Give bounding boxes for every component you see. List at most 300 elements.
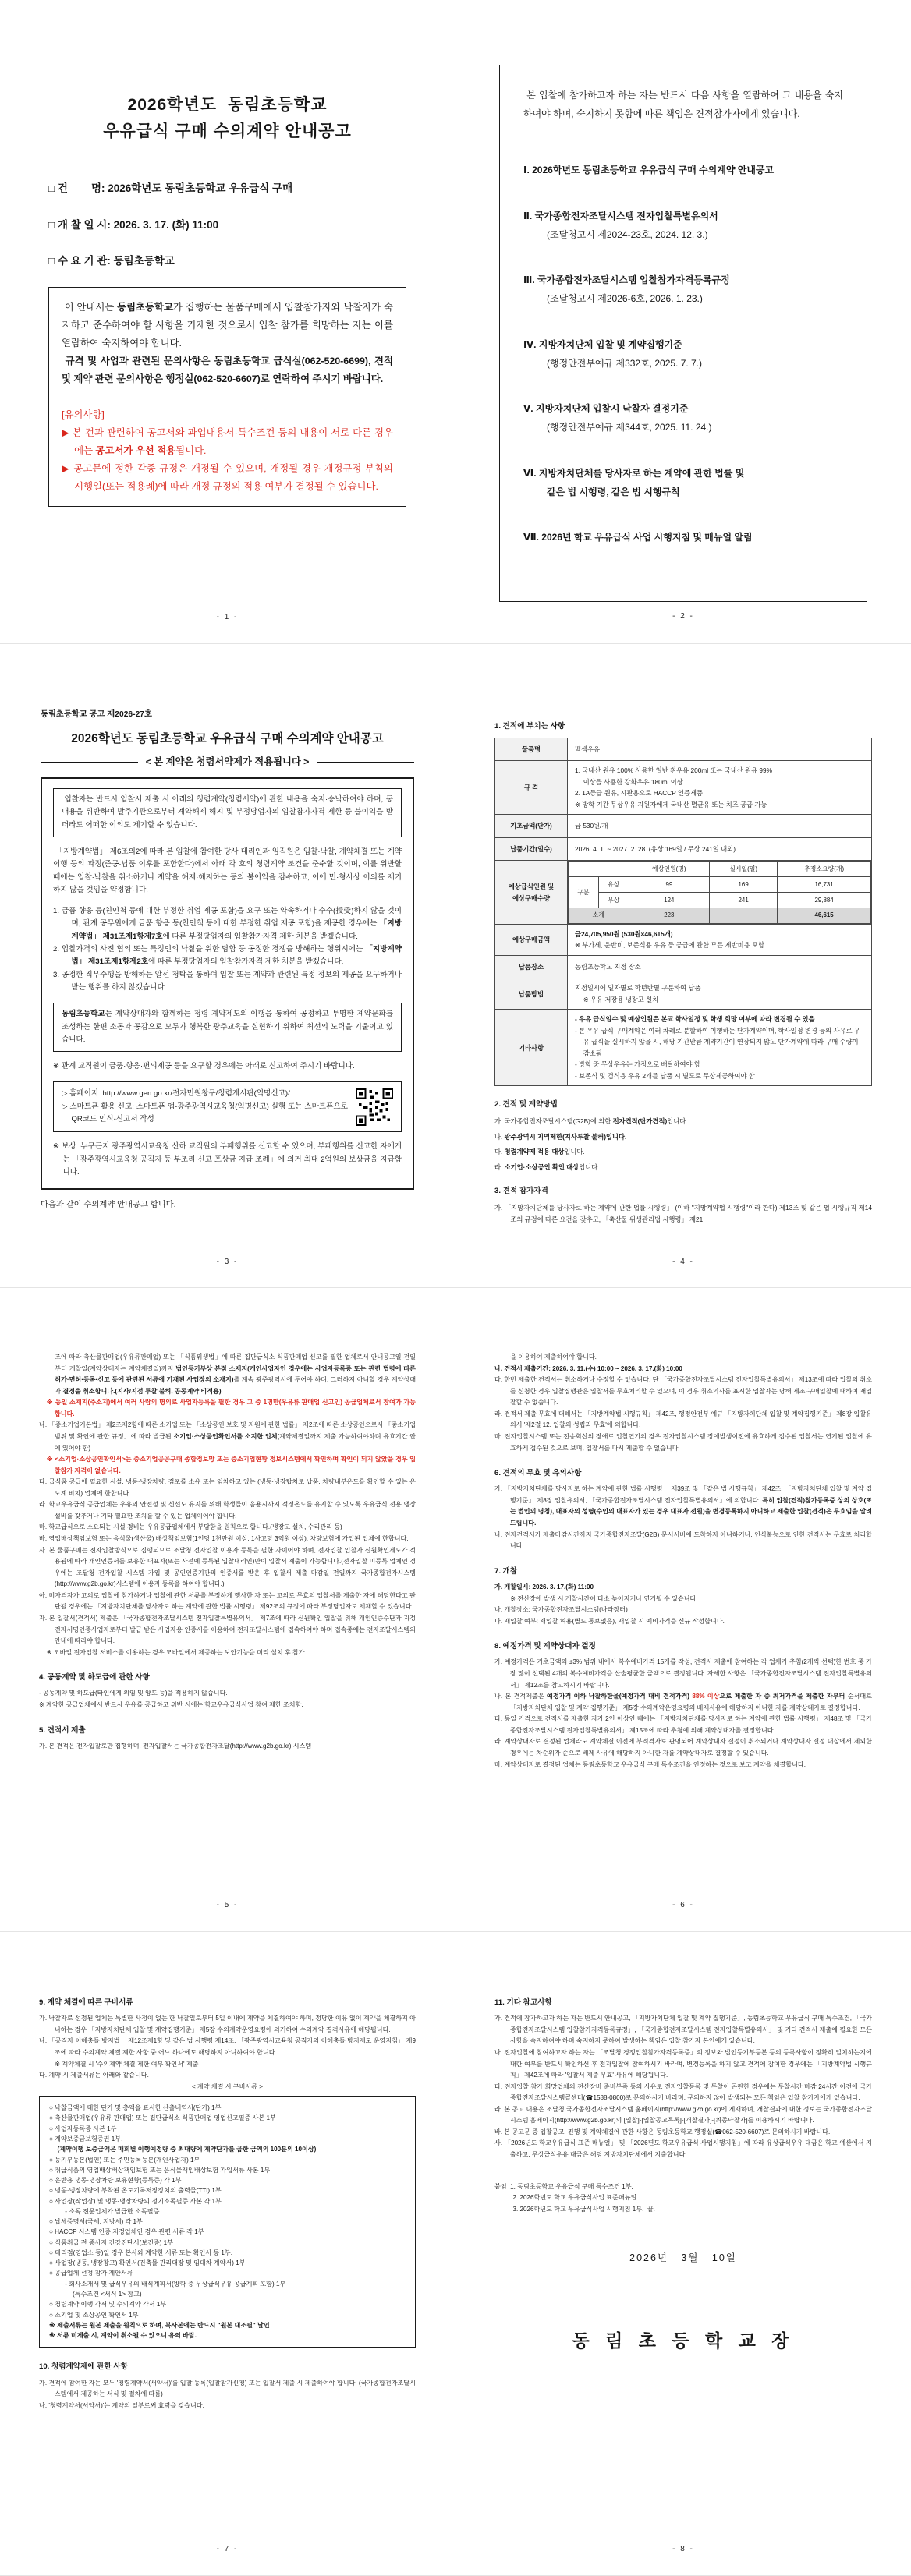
sub-total-label: 소계: [569, 908, 629, 923]
sub-total-row: [569, 908, 871, 923]
required-documents: [49, 2103, 406, 2341]
pledge-text: [62, 794, 393, 832]
text-run: 에 따른 부정당업자의 입찰참가자격 제한 처분을 받겠습니다.: [148, 957, 344, 967]
text-line: 같은 법 시행령, 같은 법 시행규칙: [547, 486, 680, 497]
text-line: ※ 전산장애 발생 시 개찰시간이 다소 늦어지거나 연기될 수 있습니다.: [510, 1594, 698, 1602]
text-line: 다. 전자입찰 참가 희망업체의 전산장비 준비부족 등의 사유로 전자입찰등록 및 투찰이 곤란한 경우에는 투찰시간 마감 24시간 이전에 국가종합전자조달시스템콜센터(☎1588-0800)로 문의하시기 바라며, 문의하지 않아 발생되는 모든 책임은 입찰 참가자에게 있습니다.: [494, 2082, 872, 2102]
page-7: [0, 1932, 456, 2576]
section-9-items: [39, 2013, 416, 2093]
text-run: 에 따른 부정당업자의 입찰참가자격 제한 처분을 받겠습니다.: [162, 932, 358, 941]
text-line: 동림초등학교 지정 장소: [575, 962, 641, 971]
row-value: [568, 738, 872, 761]
text-line: ○ 사업장(냉동, 냉장창고) 확인서(건축물 관리대장 및 임대차 계약서) 1부: [49, 2259, 246, 2267]
text-line: □ 건 명: 2026학년도 동림초등학교 우유급식 구매: [48, 182, 293, 195]
text-line: - 방학 중 무상우유는 가정으로 배달하여야 함: [575, 1060, 700, 1069]
integrity-box: [41, 777, 414, 1190]
text-line: ※ 제출서류는 원본 제출을 원칙으로 하며, 복사본에는 반드시 "원본 대조필" 날인: [49, 2321, 270, 2329]
rule-line: [317, 762, 414, 763]
text-run: 가. 국가종합전자조달시스템(G2B)에 의한: [494, 1117, 613, 1126]
text-line: 동림초등학교 공고 제2026-27호: [41, 710, 152, 719]
row-value: [568, 978, 872, 1010]
notice-paragraphs: [62, 299, 396, 495]
text-line: 2026. 4. 1. ~ 2027. 2. 28. (유상 169일 / 무상 241일 내외): [575, 844, 736, 853]
text-run: 순서대로 「지방자치단체 입찰 및 계약 집행기준」 제5장 수의계약운영요령의 배제사유에 해당하지 아니한 자를 계약상대자로 결정합니다.: [509, 1693, 874, 1711]
text-line: 이상을 사용한 강화우유 180ml 이상: [583, 777, 683, 786]
text-line: Ⅱ. 국가종합전자조달시스템 전자입찰특별유의서: [523, 210, 718, 221]
text-line: 가. 개찰일시: 2026. 3. 17.(화) 11:00: [494, 1583, 594, 1591]
text-run: 으로 제출한 자 중 최저: [719, 1693, 785, 1700]
text-line: 2. 2026학년도 학교 우유급식사업 표준매뉴얼: [512, 2194, 637, 2202]
school-commitment: [62, 1008, 393, 1046]
sub-key-cell: 유상: [598, 877, 629, 893]
text-line: [494, 1116, 872, 1127]
toc-box: [499, 65, 867, 602]
text-line: [62, 299, 396, 352]
text-line: 마. 학교급식으로 소요되는 시설 경비는 우유공급업체에서 부담함을 원칙으로 합니다.(냉장고 설치, 수리관리 등): [39, 1523, 342, 1531]
text-run: 가격을 제출한 자부터: [785, 1693, 845, 1700]
spec-row: [495, 978, 872, 1010]
text-line: (행정안전부예규 제332호, 2025. 7. 7.): [547, 357, 703, 369]
page-number: - 6 -: [672, 1901, 694, 1909]
row-value: [568, 955, 872, 978]
text-line: ○ 축산물판매업(우유류 판매업) 또는 집단급식소 식품판매업 영업신고필증 사본 1부: [49, 2114, 276, 2122]
text-line: 바. 본 공고문 중 입찰공고, 진행 및 계약체결에 관한 사항은 동림초등학교 행정실(☎062-520-6607)로 문의하시기 바랍니다.: [494, 2128, 831, 2135]
text-line: [62, 388, 393, 406]
row-value: [568, 815, 872, 838]
sub-header-row: [569, 862, 871, 877]
toc-items: [523, 161, 843, 547]
text-line: ○ 등기부등본(법인) 또는 주민등록등본(개인사업자) 1부: [49, 2156, 200, 2164]
page-number: - 1 -: [216, 612, 239, 621]
page-1: [0, 0, 456, 644]
text-line: [494, 1484, 872, 1529]
text-run: 됩니다.: [175, 444, 207, 456]
spec-row: [495, 815, 872, 838]
text-line: 자. 본 입찰서(견적서) 제출은 「국가종합전자조달시스템 전자입찰특별유의서」 제7조에 따라 신원확인 입찰을 위해 개인인증수단과 지정전자서명인증사업자로부터 발급 받은 사업자용 인증서를 이용하여 전자조달시스템에 접속하여야 하며 접속중에는 전자조달시스템의 안내에 따라야 합니다.: [39, 1614, 418, 1645]
meta-items: [48, 179, 406, 271]
sub-total-value: [710, 908, 778, 923]
text-line: 다. 동일 가격으로 견적서를 제출한 자가 2인 이상인 때에는 「지방자치단체를 당사자로 하는 계약에 관한 법률 시행령」 제48조 및 「국가종합전자조달시스템 전자입찰특별유의서」 제15조에 따라 추첨에 의해 계약상대자를 결정합니다.: [494, 1715, 872, 1734]
text-line: 다. 계약 시 제출서류는 아래와 같습니다.: [39, 2072, 149, 2079]
text-line: 10. 청렴계약제에 관한 사항: [39, 2362, 129, 2372]
text-line: ※ 부가세, 운반비, 보존식용 우유 등 공급에 관한 모든 제반비용 포함: [575, 941, 765, 950]
text-line: [62, 352, 396, 388]
text-line: 2026학년도 동림초등학교 우유급식 구매 수의계약 안내공고: [71, 731, 384, 745]
spec-row: [495, 738, 872, 761]
text-line: □ 수 요 기 관: 동림초등학교: [48, 254, 175, 267]
text-run: 예정가격 이하 낙찰하한율(예정가격 대비 견적가격): [547, 1693, 693, 1700]
section-6-items: [494, 1484, 872, 1552]
row-label: 납품기간(일수): [495, 837, 568, 861]
text-line: 나. 「공직자 이해충돌 방지법」 제12조제1항 및 같은 법 시행령 제14조, 「광주광역시교육청 공직자의 이해충돌 방지제도 운영지침」 제9조에 따라 수의계약 체결 제한 사항 중 어느 하나에도 해당하지 아니하여야 합니다.: [39, 2037, 416, 2056]
sub-header: 예상인원(명): [629, 862, 709, 877]
text-line: 2. 견적 및 계약방법: [494, 1100, 558, 1109]
text-run: 나. 「중소기업기본법」 제2조제2항에 따른 소기업 또는 「소상공인 보호 및 지원에 관한 법률」 제2조에 따른 소상공인으로서 「중소기업범위 및 확인에 관한 규정」에 따라 발급된: [39, 1421, 416, 1440]
text-line: 가. 견적에 참가하고자 하는 자는 반드시 안내공고, 「지방자치단체 입찰 및 계약 집행기준」, 동림초등학교 우유급식 구매 특수조건, 「국가종합전자조달시스템 입찰참가자격등록규정」, 「국가종합전자조달시스템 전자입찰특별유의서」 및 기타 견적서 제출에 필요한 모든 사항을 숙지하여야 하며 숙지하지 못하여 발생하는 책임은 입찰 참가자 본인에게 있습니다.: [494, 2015, 874, 2045]
text-run: 입니다.: [579, 1162, 600, 1171]
text-run: 는 계약상대자와 함께하는 청렴 계약제도의 이행을 통하여 공정하고 투명한 계약문화를 조성하는 한편 소통과 공감으로 모두가 행복한 광주교육을 실현하기 위하여 최선의 노력을 기울이고 있습니다.: [62, 1010, 395, 1044]
spec-row: [495, 837, 872, 861]
text-line: 3. 2026학년도 학교 우유급식사업 시행지침 1부. 끝.: [512, 2205, 655, 2213]
section-9-heading: [39, 1996, 416, 2009]
row-label: 물품명: [495, 738, 568, 761]
text-line: < 계약 체결 시 구비서류 >: [191, 2082, 264, 2090]
text-line: [494, 1131, 872, 1143]
section-3-continued: [39, 1352, 416, 1658]
text-line: (행정안전부예규 제344호, 2025. 11. 24.): [547, 422, 712, 433]
spec-row: [495, 924, 872, 955]
announcement-date: [494, 2249, 872, 2267]
text-line: (조달청고시 제2026-6호, 2026. 1. 23.): [547, 293, 703, 305]
school-commitment-box: [53, 1003, 402, 1052]
text-run: 라.: [494, 1162, 505, 1171]
text-run: (계약체결일까지 제출 가능하여야하며 유효기간 안에 있어야 함): [54, 1432, 417, 1452]
text-line: 라. 계약상대자로 결정된 업체라도 계약체결 이전에 부적격자로 판명되어 계약상대자 결정이 취소되거나 계약상대자 결정 대상에서 제외한 경우에는 차순위자 순으로 배제 사유에 해당하지 아니한 자를 계약상대자로 결정할 수 있습니다.: [494, 1738, 874, 1757]
text-line: - 공동계약 및 하도급(타인에게 위임 및 양도 등)을 적용하지 않습니다.: [39, 1690, 228, 1697]
sub-header: 실시일(일): [710, 862, 778, 877]
text-line: [62, 1008, 393, 1046]
text-run: 이 안내서는: [62, 302, 118, 313]
text-line: 라. 학교우유급식 공급업체는 우유의 안전성 및 신선도 유지를 위해 학생들이 음용시까지 적정온도를 유지할 수 있도록 우유급식 전용 냉장설비를 갖추거나 기타 필요한 조치를 할 수 있는 업체이어야 합니다.: [39, 1501, 416, 1520]
text-run: 2. 입찰가격의 사전 협의 또는 특정인의 낙찰을 위한 담합 등 공정한 경쟁을 방해하는 행위시에는: [53, 945, 366, 954]
doc-title: [48, 92, 406, 144]
row-label: 기타사항: [495, 1010, 568, 1086]
sub-value: 99: [629, 877, 709, 893]
text-line: 가. 「지방자치단체를 당사자로 하는 계약에 관한 법률 시행령」 (이하 "지방계약법 시행령"이라 한다) 제13조 및 같은 법 시행규칙 제14조의 규정에 따른 요건을 갖추고, 「축산물 위생관리법 시행령」 제21: [494, 1204, 872, 1223]
section-3-items: [494, 1202, 872, 1225]
spec-row: [495, 1010, 872, 1086]
text-line: 붙임 1. 동림초등학교 우유급식 구매 특수조건 1부.: [494, 2182, 633, 2190]
text-line: 2. 1A등급 원유, 시판용으로 HACCP 인증제품: [575, 789, 703, 798]
section-7-items: [494, 1582, 872, 1627]
text-line: ○ 낙찰금액에 대한 단가 및 총액을 표시한 산출내역서(단가) 1부: [49, 2104, 222, 2112]
section-3-heading: [494, 1185, 872, 1198]
page-number: - 7 -: [216, 2545, 239, 2553]
row-label: 납품방법: [495, 978, 568, 1010]
rule-line: [41, 762, 138, 763]
text-line: ○ 사업자등록증 사본 1부: [49, 2125, 117, 2132]
sub-value: 124: [629, 893, 709, 908]
text-run: 소기업·소상공인 확인 대상: [504, 1162, 580, 1171]
text-line: ○ 취급식품의 영업배상배상책임보험 또는 음식물책임배상보험 가입서류 사본 1부: [49, 2166, 271, 2174]
text-line: 나. '청렴계약서(서약서)'는 계약의 일부로써 효력을 갖습니다.: [39, 2401, 204, 2409]
text-line: ※ 모바일 전자입찰 서비스를 이용하는 경우 모바일에서 제공하는 보안기능을 미리 설치 후 참가: [46, 1648, 305, 1656]
section-6-heading: [494, 1467, 872, 1480]
row-value: [568, 924, 872, 955]
text-line: 다. 한번 제출한 견적서는 취소하거나 수정할 수 없습니다. 단 「국가종합전자조달시스템 전자입찰특별유의서」 제13조에 따라 입찰의 취소를 신청한 경우 입찰집행관은 입찰서를 무효처리할 수 있으며, 이 경우 취소의사를 표시한 입찰자는 당해 제조·구매입찰에 대하여 재입찰할 수 없습니다.: [494, 1376, 872, 1407]
text-line: - 회사소개서 및 급식우유의 배식계획서(방학 중 무상급식우유 공급계획 포함) 1부: [65, 2280, 286, 2288]
text-line: ※ 관계 교직원이 금품·향응·편의제공 등을 요구할 경우에는 아래로 신고하여 주시기 바랍니다.: [53, 1062, 355, 1071]
text-run: 법인등기부상 본점 소재지(개인사업자인 경우에는 사업자등록증 또는 관련 법령에 따른 허가·면허·등록·신고 등에 관련된 서류에 기재된 사업장의 소재지): [55, 1364, 418, 1384]
text-line: 백색우유: [575, 745, 601, 753]
text-line: ※ <소기업·소상공인확인서>는 중소기업공공구매 종합정보망 또는 중소기업현황 정보시스템에서 확인하며 확인이 되지 않았을 경우 입찰참가 자격이 없습니다.: [46, 1456, 416, 1474]
row-value: [568, 837, 872, 861]
sub-value: 16,731: [778, 877, 871, 893]
sub-row: [569, 893, 871, 908]
text-line: ○ 운반용 냉동·냉장차량 보유현황(등록증) 각 1부: [49, 2177, 182, 2185]
text-line: 1. 국내산 원유 100% 사용한 일반 흰우유 200ml 또는 국내산 원유 99%: [575, 766, 772, 775]
signature: [494, 2325, 872, 2357]
text-line: (조달청고시 제2024-23호, 2024. 12. 3.): [547, 228, 708, 240]
text-line: [39, 1352, 416, 1397]
sub-key-cell: 무상: [598, 893, 629, 908]
row-label: 예상급식인원 및 예상구매수량: [495, 861, 568, 924]
section-8-items: [494, 1657, 872, 1771]
text-line: (특수조건 <서식 1> 참고): [72, 2290, 142, 2298]
text-line: □ 개 찰 일 시: 2026. 3. 17. (화) 11:00: [48, 218, 219, 231]
text-run: 입니다.: [564, 1148, 585, 1156]
text-run: ▶ 본 건과 관련하여 공고서와 과업내용서·특수조건 등의 내용이 서로 다른 경우에는: [62, 426, 393, 456]
text-line: [494, 1146, 872, 1158]
text-run: 나.: [494, 1132, 505, 1141]
text-line: - 본 우유 급식 구매계약은 여러 차례로 분할하여 이행하는 단가계약이며, 학사일정 변경 등의 사유로 우유 급식을 실시하지 않을 시, 해당 기간만큼 계약기간이 연장되지 않고 단가계약에 따라 구매 수량이 감소됨: [575, 1026, 860, 1057]
reward-note: [53, 1141, 402, 1179]
page-number: - 2 -: [672, 611, 694, 621]
text-line: 가. 예정가격은 기초금액의 ±3% 범위 내에서 복수예비가격 15개를 작성, 견적서 제출에 참여하는 각 업체가 추첨(2개씩 선택)한 번호 중 가장 많이 선택된 4개의 복수예비가격을 산술평균한 금액으로 결정됩니다. 자세한 사항은 「국가종합전자조달시스템 전자입찰특별유의서」 제12조를 참고하시기 바랍니다.: [494, 1658, 872, 1689]
sub-value: 169: [710, 877, 778, 893]
section-10-items: [39, 2378, 416, 2412]
text-line: 1. 견적에 부치는 사항: [494, 722, 565, 731]
text-line: ○ HACCP 시스템 인증 지정업체인 경우 관련 서류 각 1부: [49, 2228, 204, 2236]
page-3: [0, 644, 456, 1288]
text-line: 나. 전자입찰에 참여하고자 하는 자는 「조달청 경쟁입찰참가자격등록증」의 정보와 법인등기부등본 등의 등록사항이 정확히 일치하는지에 대한 여부를 반드시 확인하신 후 전자입찰에 참여하시기 바라며, 변경등록을 하지 않고 견적에 참여한 경우에는 「지방계약법 시행규칙」 제42조에 따라 '입찰서 제출 무효' 사유에 해당됩니다.: [494, 2048, 874, 2079]
text-line: 가. 낙찰자로 선정된 업체는 특별한 사정이 없는 한 낙찰일로부터 5일 이내에 계약을 체결하여야 하며, 정당한 이유 없이 계약을 체결하지 아니하는 경우 「지방자치단체 입찰 및 계약집행기준」 제5장 수의계약운영요령에 의거하여 수의계약 결격사유에 해당됩니다.: [39, 2015, 416, 2033]
sub-total-value: 46,615: [778, 908, 871, 923]
text-line: 본 입찰에 참가하고자 하는 자는 반드시 다음 사항을 열람하여 그 내용을 숙지하여야 하며, 숙지하지 못함에 따른 책임은 견적참가자에게 있습니다.: [523, 90, 844, 120]
qr-code-icon: [356, 1088, 393, 1126]
notice-box: [48, 287, 406, 507]
integrity-subtitle: [41, 754, 414, 770]
text-line: 을 이용하여 제출하여야 합니다.: [510, 1353, 597, 1361]
text-line: 입찰자는 반드시 입찰서 제출 시 아래의 청렴계약(청렴서약)에 관한 내용을 숙지·승낙하여야 하며, 동 내용을 위반하여 발주기관으로부터 계약해제·해지 및 부정당업자의 입찰참가자격 제한 등 불이익을 받더라도 어떠한 이의도 제기할 수 없습니다.: [62, 795, 395, 830]
text-run: 88% 이상: [692, 1693, 720, 1700]
page3-title: [41, 731, 414, 748]
section-11-items: [494, 2013, 872, 2160]
procurement-table: [494, 738, 872, 1087]
text-line: 나. 전자견적서가 제출마감시간까지 국가종합전자조달(G2B) 문서서버에 도착하지 아니하거나, 인식불능으로 인한 견적서는 무효로 처리합니다.: [494, 1530, 872, 1550]
text-line: Ⅳ. 지방자치단체 입찰 및 계약집행기준: [523, 338, 682, 350]
sub-header-blank: [569, 862, 629, 877]
spec-row: [495, 955, 872, 978]
text-run: 규격 및 사업과 관련된 문의사항은 동림초등학교 급식실(062-520-6699), 견적 및 계약 관련 문의사항은 행정실(062-520-6607)로 연락하여 주시기 바랍니다.: [62, 355, 396, 384]
text-line: ○ 계약보증금보험증권 1부.: [49, 2135, 123, 2143]
text-line: Ⅶ. 2026년 학교 우유급식 사업 시행지침 및 매뉴얼 알림: [523, 532, 753, 543]
text-run: 가. 「지방자치단체를 당사자로 하는 계약에 관한 법률 시행령」 제39조 및 「같은 법 시행규칙」 제42조, 「지방자치단체 입찰 및 계약 집행기준」 제8장 입찰유의서, 「국가종합전자조달시스템 전자입찰특별유의서」에 의합니다.: [494, 1485, 872, 1504]
section-2-items: [494, 1116, 872, 1173]
text-line: 8. 예정가격 및 계약상대자 결정: [494, 1642, 596, 1651]
doc-number: [41, 708, 414, 722]
report-channel-box: [53, 1081, 402, 1132]
text-line: ○ 사업장(작업장) 및 냉동·냉장차량의 정기소독필증 사본 각 1부: [49, 2197, 222, 2205]
text-line: 7. 개찰: [494, 1566, 518, 1576]
text-line: Ⅴ. 지방자치단체 입찰시 낙찰자 결정기준: [523, 403, 689, 415]
text-line: 3. 공정한 직무수행을 방해하는 알선·청탁을 통하여 입찰 또는 계약과 관련된 특정 정보의 제공을 요구하거나 받는 행위를 하지 않겠습니다.: [53, 970, 404, 992]
text-line: ○ 대리점(영업소 등)일 경우 본사와 계약한 서류 또는 확인서 등 1부.: [49, 2249, 232, 2256]
section-11-heading: [494, 1996, 872, 2009]
row-label: 기초금액(단가): [495, 815, 568, 838]
text-line: 마. 전자입찰시스템 또는 전송회신의 장애로 입찰연기의 경우 전자입찰시스템 장애발생이전에 유효하게 접수된 입찰서는 연기된 입찰에 유효하게 접수된 것으로 보며, 입찰서를 다시 제출할 수 없습니다.: [494, 1432, 872, 1452]
text-line: 동 림 초 등 학 교 장: [572, 2330, 795, 2351]
section-5-continued: [494, 1352, 872, 1454]
section-10-heading: [39, 2360, 416, 2373]
text-line: ※ 방학 기간 무상우유 지원자에게 국내산 멸균유 또는 치즈 공급 가능: [575, 800, 767, 809]
text-line: 바. 영업배상책임보험 또는 음식물(생산물) 배상책임보험(1인당 1천만원 이상, 1사고당 3억원 이상), 차량보험에 가입된 업체에 한합니다.: [39, 1535, 409, 1542]
text-run: 청렴계약제 적용 대상: [504, 1148, 565, 1156]
text-run: 동림초등학교: [117, 302, 173, 313]
text-line: 라. 본 공고 내용은 조달청 국가종합전자조달시스템 홈페이지(http://www.g2b.go.kr)에 게재하며, 개찰결과에 대한 정보는 국가종합전자조달시스템 홈페이지(http://www.g2b.go.kr)의 [입찰]-[입찰공고목록]-[개찰결과]-[최종낙찰자]를 이용하시기 바랍니다.: [494, 2105, 872, 2125]
page-2: [456, 0, 911, 644]
required-documents-box: [39, 2096, 416, 2348]
text-line: 가. 견적에 참여한 자는 모두 '청렴계약서(서약서)'를 입찰 등록(입찰참가신청) 또는 입찰서 제출 시 제출하여야 합니다. (국가종합전자조달시스템에서 제공하는 서식 및 절차에 따름): [39, 2379, 416, 2398]
pledge-intro: [53, 846, 402, 897]
attachments: [494, 2181, 872, 2216]
text-line: (계약이행 보증금액은 매회별 이행예정량 중 최대량에 계약단가를 곱한 금액의 100분의 10이상): [57, 2146, 317, 2153]
page-6: [456, 1288, 911, 1932]
text-line: 「지방계약법」 제6조의2에 따라 본 입찰에 참여한 당사 대리인과 임직원은 입찰·낙찰, 계약체결 또는 계약이행 등의 과정(준공·납품 이후를 포함한다)에서 아래 각 호의 청렴계약 조건을 준수할 것이며, 이를 위반할 때에는 입찰·낙찰을 취소하거나 계약을 해제·해지하는 등의 불이익을 감수하고, 이에 민·형사상 이의를 제기하지 않을 것임을 약정합니다.: [53, 847, 404, 894]
text-run: 소기업·소상공인확인서를 소지한 업체: [173, 1432, 278, 1440]
text-line: 6. 견적의 무효 및 유의사항: [494, 1469, 582, 1478]
text-line: 아. 미자격자가 고의로 입찰에 참가하거나 입찰에 관한 서류를 부정하게 행사한 자 또는 고의로 무효의 입찰서를 제출한 자에 해당한다고 판단될 경우에는 「지방자치단체를 당사자로 하는 계약에 관한 법률 시행령」 제92조의 규정에 따라 부정당업자로 제재할 수 있습니다.: [39, 1591, 416, 1611]
text-run: 전자견적(단가견적): [612, 1117, 668, 1126]
section-1-heading: [494, 720, 872, 734]
sub-group-cell: 구분: [569, 877, 599, 908]
text-line: 9. 계약 체결에 따른 구비서류: [39, 1998, 133, 2007]
text-run: 광주광역시 지역제한(지사투찰 불허)입니다.: [504, 1132, 627, 1141]
spec-row: [495, 761, 872, 815]
report-note: [53, 1060, 402, 1073]
section-4-items: [39, 1688, 416, 1711]
text-run: 「지방계약법」 제31조제1항제7호: [71, 919, 402, 941]
text-run: 결정을 취소합니다.(지사/지점 투찰 불허, 공동계약 비적용): [62, 1387, 222, 1395]
text-line: ▶ 공고문에 정한 각종 규정은 개정될 수 있으며, 개정될 경우 개정규정 부칙의 시행일(또는 적용례)에 따라 개정 규정의 적용 여부가 결정될 수 있습니다.: [62, 462, 396, 492]
text-line: ※ 계약체결 시 '수의계약 체결 제한 여부 확인서' 제출: [55, 2060, 199, 2068]
text-line: [유의사항]: [62, 409, 105, 420]
text-line: ※ 우유 저장용 냉장고 설치: [583, 995, 659, 1003]
text-line: [494, 1691, 872, 1714]
text-line: 나. 견적서 제출기간: 2026. 3. 11.(수) 10:00 ~ 2026. 3. 17.(화) 10:00: [494, 1364, 682, 1372]
toc-intro: [523, 86, 843, 123]
page-number: - 3 -: [216, 1258, 239, 1266]
page-number: - 4 -: [672, 1257, 694, 1266]
text-line: ○ 납세증명서(국세, 지방세) 각 1부: [49, 2218, 143, 2226]
text-line: 가. 본 견적은 전자입찰로만 집행하며, 전자입찰서는 국가종합전자조달(http://www.g2b.go.kr) 시스템: [39, 1742, 312, 1750]
section-5-items: [39, 1741, 416, 1753]
text-line: ※ 동일 소재지(주소지)에서 여러 사람의 명의로 사업자등록을 필한 경우 그 중 1명만(우유류 판매업 신고인) 공급업체로서 참여가 가능합니다.: [46, 1399, 416, 1417]
sub-header: 추정소요량(개): [778, 862, 871, 877]
text-line: 라. 견적서 제출 무효에 대해서는 「지방계약법 시행규칙」 제42조, 행정안전부 예규 「지방자치단체 입찰 및 계약집행기준」 제8장 입찰유의서 '제2절 12. 입찰의 성립과 무효'에 의합니다.: [494, 1410, 872, 1429]
text-run: 1. 금품·향응 등(친인척 등에 대한 부정한 취업 제공 포함)을 요구 또는 약속하거나 수수(授受)하지 않을 것이며, 관계 공무원에게 금품·향응 등(친인척 등에 대한 부정한 취업 제공 포함)을 제공한 경우에는: [53, 907, 402, 929]
section-8-heading: [494, 1640, 872, 1653]
text-line: Ⅰ. 2026학년도 동림초등학교 우유급식 구매 수의계약 안내공고: [523, 165, 775, 176]
text-line: ※ 계약한 공급업체에서 반드시 우유를 공급하고 위반 시에는 학교우유급식사업 참여 제한 조치함.: [39, 1701, 303, 1709]
text-run: 「지방계약법」 제31조제1항제2호: [71, 945, 402, 967]
text-line: - 우유 급식일수 및 예상인원은 본교 학사일정 및 학생 희망 여부에 따라 변경될 수 있음: [575, 1015, 815, 1024]
text-line: [62, 424, 393, 460]
text-line: [53, 905, 402, 943]
text-line: ※ 서류 미제출 시, 계약이 취소될 수 있으니 유의 바람.: [49, 2332, 197, 2340]
text-line: [494, 1162, 872, 1173]
text-line: ○ 소기업 및 소상공인 확인서 1부: [49, 2311, 139, 2319]
text-line: ○ 냉동·냉장차량에 부착된 온도기록저장장치의 출력물(TTI) 1부: [49, 2187, 222, 2195]
text-run: 조에 따라 축산물판매업(우유류판매업) 또는 「식품위생법」에 따른 집단급식소 식품판매업 신고를 필한 업체로서 안내공고일 전일부터 개찰일(계약상대자는 계약체결일)까지: [55, 1353, 416, 1372]
text-line: 3. 견적 참가자격: [494, 1187, 548, 1196]
sub-total-value: 223: [629, 908, 709, 923]
text-run: 가 집행하는 물품구매에서 입찰참가자와 낙찰자가 숙지하고 준수하여야 할 사항을 기재한 것으로서 입찰 참가를 희망하는 자는 이를 열람하여 숙지하여야 합니다.: [62, 302, 396, 349]
text-line: [39, 1420, 416, 1454]
row-label: 납품장소: [495, 955, 568, 978]
row-label: 규 격: [495, 761, 568, 815]
text-run: 공고서가 우선 적용: [95, 444, 176, 456]
page-8: [456, 1932, 911, 2576]
text-line: ※ 보상: 누구든지 광주광역시교육청 산하 교직원의 부패행위를 신고할 수 있으며, 부패행위를 신고한 자에게는 「광주광역시교육청 공직자 등 부조리 신고 포상금 지급 조례」에 의거 최대 2억원의 보상금을 지급합니다.: [53, 1142, 402, 1177]
report-channel-lines: [62, 1088, 348, 1126]
text-run: 다.: [494, 1148, 505, 1156]
text-line: 나. 개찰장소: 국가종합전자조달시스템(나라장터): [494, 1606, 628, 1614]
text-line: 다. 재입찰 여부: 재입찰 허용(별도 통보없음), 재입찰 시 예비가격을 신규 작성합니다.: [494, 1617, 725, 1625]
row-label: 예상구매금액: [495, 924, 568, 955]
section-7-heading: [494, 1565, 872, 1578]
text-line: Ⅵ. 지방자치단체를 당사자로 하는 계약에 관한 법률 및: [523, 467, 745, 479]
text-line: ○ 식품취급 전 종사자 건강진단서(보건증) 1부: [49, 2238, 173, 2246]
row-value: [568, 761, 872, 815]
text-line: 사. 「2026년도 학교우유급식 표준 매뉴얼」 및 「2026년도 학교우유급식 사업시행지침」에 따라 유상급식우유 대금은 학교 예산에서 지출하고, 무상급식우유 대금은 해당 지방자치단체에서 지출합니다.: [494, 2139, 872, 2159]
text-run: 나. 본 견적제출은: [494, 1693, 548, 1700]
row-value: [568, 861, 872, 924]
text-run: 를 계속 광주광역시에 두어야 하며, 그러하지 아니할 경우 계약상대자: [55, 1376, 417, 1395]
text-line: 4. 공동계약 및 하도급에 관한 사항: [39, 1673, 150, 1683]
pledge-box: [53, 788, 402, 837]
quantity-sub-table: [568, 861, 871, 923]
text-line: 우유급식 구매 수의계약 안내공고: [103, 122, 352, 140]
integrity-subtitle-text: < 본 계약은 청렴서약제가 적용됩니다 >: [145, 756, 310, 768]
text-line: 다음과 같이 수의계약 안내공고 합니다.: [41, 1201, 176, 1210]
sub-value: 29,884: [778, 893, 871, 908]
text-line: ○ 청렴계약 이행 각서 및 수의계약 각서 1부: [49, 2301, 167, 2309]
section-2-heading: [494, 1099, 872, 1112]
page-number: - 5 -: [216, 1901, 239, 1909]
text-line: [53, 943, 402, 969]
page-4: [456, 644, 911, 1288]
text-line: 마. 계약상대자로 결정된 업체는 동림초등학교 우유급식 구매 특수조건을 인정하는 것으로 보고 계약을 체결합니다.: [494, 1760, 806, 1768]
text-line: - 소독 전문업체가 발급한 소독필증: [65, 2207, 160, 2215]
text-line: ▷ 스마트폰 활용 신고: 스마트폰 앱-광주광역시교육청(익명신고) 실행 또는 스마트폰으로 QR코드 인식-신고서 작성: [62, 1102, 350, 1124]
sub-row: [569, 877, 871, 893]
closing-line: [41, 1198, 414, 1212]
text-line: 5. 견적서 제출: [39, 1725, 86, 1735]
text-line: Ⅲ. 국가종합전자조달시스템 입찰참가자격등록규정: [523, 274, 730, 286]
spec-row: [495, 861, 872, 924]
page-number: - 8 -: [672, 2545, 694, 2553]
text-run: 입니다.: [667, 1117, 688, 1126]
text-line: ○ 공급업체 선정 참가 제안서류: [49, 2270, 133, 2277]
text-line: 2026학년도 동림초등학교: [127, 96, 328, 114]
text-line: 다. 급식품 공급에 필요한 시설, 냉동·냉장차량, 점포를 소유 또는 임차하고 있는 (냉동·냉장탑차로 납품, 차량내부온도를 확인할 수 있는 온도계 비치) 업체에 한합니다.: [39, 1478, 416, 1497]
text-line: ▷ 홈페이지: http://www.gen.go.kr/전자민원창구/청렴게시판(익명신고)/: [62, 1089, 290, 1099]
section-5-heading: [39, 1724, 416, 1737]
text-run: 동림초등학교: [62, 1010, 105, 1019]
text-line: 11. 기타 참고사항: [494, 1998, 552, 2007]
row-value: [568, 1010, 872, 1086]
text-line: 2026년 3월 10일: [629, 2252, 737, 2264]
text-run: 특히 입찰(견적)참가등록증 상의 상호(또는 법인의 명칭), 대표자의 성명(수인의 대표자가 있는 경우 대표자 전원)을 변경등록하지 아니하고 제출한 입찰(견적)은 무효임을 알려드립니다.: [509, 1496, 872, 1527]
text-line: 사. 본 물품구매는 전자입찰방식으로 집행되므로 조달청 전자입찰 이용자 등록을 필한 자이어야 하며, 전자입찰 입찰자 신원확인제도가 적용됨에 따라 개인인증서를 보유한 대표자(또는 사전에 등록된 입찰대리인)만이 입찰서 제출이 가능합니다.(전자입찰 미등록 업체인 경우에는 조달청 전자입찰 시스템 가입 및 공인인증기관의 인증서를 받은 후 입찰서 제출 마감일 전일까지 국가종합전자시스템(http://www.g2b.go.kr)시스템에 이용자 등록을 하여야 합니다.): [39, 1546, 416, 1588]
text-line: 금 530원/개: [575, 822, 608, 830]
text-line: 금24,705,950원 (530원×46,615개): [575, 929, 673, 938]
sub-value: 241: [710, 893, 778, 908]
section-4-heading: [39, 1671, 416, 1684]
text-line: 지정일시에 일자별로 학년반별 구분하여 납품: [575, 984, 701, 993]
text-line: - 보존식 및 검식용 우유 2개를 납품 시 별도로 무상제공하여야 함: [575, 1071, 755, 1080]
